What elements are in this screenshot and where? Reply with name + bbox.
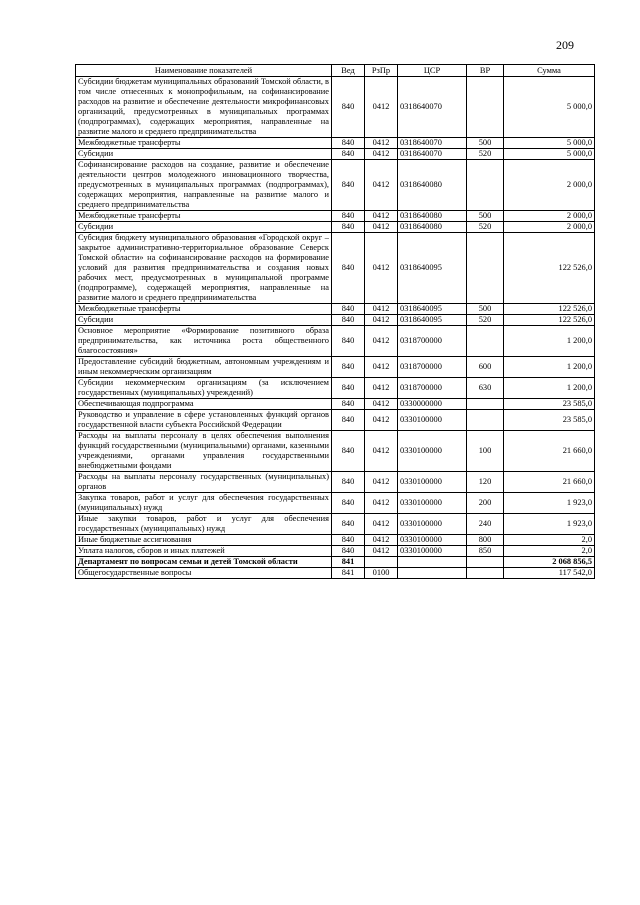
cell-rzpr: 0412 (365, 211, 398, 222)
cell-vr: 240 (467, 514, 504, 535)
cell-csr (398, 557, 467, 568)
table-row (76, 410, 595, 431)
table-row (76, 357, 595, 378)
header-name: Наименование показателей (76, 65, 332, 77)
cell-vr (467, 326, 504, 357)
table-row (76, 535, 595, 546)
cell-rzpr: 0412 (365, 546, 398, 557)
cell-ved: 840 (332, 233, 365, 304)
cell-rzpr: 0412 (365, 431, 398, 472)
cell-ved: 840 (332, 410, 365, 431)
cell-sum: 2 000,0 (504, 160, 595, 211)
table-row (76, 138, 595, 149)
cell-sum: 122 526,0 (504, 233, 595, 304)
cell-name: Руководство и управление в сфере установленных функций органов государственной власти субъекта Российской Федерации (76, 410, 332, 431)
cell-rzpr: 0412 (365, 399, 398, 410)
cell-name: Закупка товаров, работ и услуг для обеспечения государственных (муниципальных) нужд (76, 493, 332, 514)
cell-csr: 0330100000 (398, 514, 467, 535)
table-row (76, 77, 595, 138)
cell-sum: 2 068 856,5 (504, 557, 595, 568)
cell-sum: 23 585,0 (504, 410, 595, 431)
cell-ved: 840 (332, 211, 365, 222)
cell-rzpr: 0412 (365, 326, 398, 357)
table-row (76, 557, 595, 568)
cell-sum: 1 923,0 (504, 514, 595, 535)
cell-name: Иные бюджетные ассигнования (76, 535, 332, 546)
cell-vr: 500 (467, 304, 504, 315)
cell-name: Субсидии бюджетам муниципальных образований Томской области, в том числе отнесенных к монопрофильным, на софинансирование расходов на развитие и обеспечение деятельности микрофинансовых организаций, предусмотренных в муниципальных программах (подпрограммах), содержащих мероприятия, направленные на развитие малого и среднего предпринимательства (76, 77, 332, 138)
cell-name: Субсидия бюджету муниципального образования «Городской округ – закрытое административно-территориальное образование Северск Томской области» на софинансирование расходов на формирование условий для развития предпринимательства и создания новых рабочих мест, предусмотренных в муниципальной программе (подпрограмме), содержащей мероприятия, направленные на развитие малого и среднего предпринимательства (76, 233, 332, 304)
cell-csr: 0318700000 (398, 357, 467, 378)
cell-sum: 5 000,0 (504, 149, 595, 160)
cell-name: Межбюджетные трансферты (76, 138, 332, 149)
header-ved: Вед (332, 65, 365, 77)
header-rzpr: РзПр (365, 65, 398, 77)
cell-ved: 840 (332, 160, 365, 211)
table-row (76, 514, 595, 535)
cell-ved: 840 (332, 149, 365, 160)
cell-name: Уплата налогов, сборов и иных платежей (76, 546, 332, 557)
cell-sum: 1 200,0 (504, 326, 595, 357)
cell-sum: 5 000,0 (504, 138, 595, 149)
cell-csr: 0330000000 (398, 399, 467, 410)
cell-vr (467, 233, 504, 304)
cell-sum: 122 526,0 (504, 315, 595, 326)
table-row (76, 431, 595, 472)
cell-ved: 840 (332, 222, 365, 233)
cell-sum: 1 200,0 (504, 378, 595, 399)
cell-name: Основное мероприятие «Формирование позитивного образа предпринимательства, как источника роста общественного благосостояния» (76, 326, 332, 357)
cell-csr (398, 568, 467, 579)
cell-sum: 2,0 (504, 535, 595, 546)
table-row (76, 472, 595, 493)
table-row (76, 160, 595, 211)
cell-rzpr: 0412 (365, 410, 398, 431)
cell-name: Департамент по вопросам семьи и детей Томской области (76, 557, 332, 568)
cell-rzpr: 0412 (365, 357, 398, 378)
cell-rzpr: 0412 (365, 77, 398, 138)
cell-vr: 500 (467, 138, 504, 149)
cell-csr: 0318640070 (398, 138, 467, 149)
cell-csr: 0318640080 (398, 160, 467, 211)
cell-rzpr: 0100 (365, 568, 398, 579)
cell-csr: 0318700000 (398, 378, 467, 399)
cell-vr: 500 (467, 211, 504, 222)
cell-name: Субсидии некоммерческим организациям (за исключением государственных (муниципальных) учреждений) (76, 378, 332, 399)
cell-csr: 0318640070 (398, 77, 467, 138)
cell-sum: 21 660,0 (504, 431, 595, 472)
table-row (76, 493, 595, 514)
cell-vr: 200 (467, 493, 504, 514)
cell-vr: 100 (467, 431, 504, 472)
cell-sum: 23 585,0 (504, 399, 595, 410)
cell-name: Межбюджетные трансферты (76, 211, 332, 222)
cell-name: Субсидии (76, 222, 332, 233)
cell-sum: 2 000,0 (504, 222, 595, 233)
cell-rzpr: 0412 (365, 222, 398, 233)
cell-vr (467, 557, 504, 568)
cell-rzpr: 0412 (365, 378, 398, 399)
cell-rzpr: 0412 (365, 535, 398, 546)
cell-csr: 0330100000 (398, 410, 467, 431)
page-number: 209 (556, 38, 574, 52)
header-csr: ЦСР (398, 65, 467, 77)
cell-csr: 0330100000 (398, 546, 467, 557)
cell-name: Субсидии (76, 315, 332, 326)
cell-csr: 0318640095 (398, 233, 467, 304)
cell-csr: 0318640080 (398, 222, 467, 233)
cell-ved: 840 (332, 546, 365, 557)
table-row (76, 222, 595, 233)
cell-ved: 841 (332, 557, 365, 568)
cell-ved: 840 (332, 304, 365, 315)
cell-ved: 840 (332, 326, 365, 357)
cell-name: Межбюджетные трансферты (76, 304, 332, 315)
cell-sum: 21 660,0 (504, 472, 595, 493)
budget-table (75, 64, 595, 579)
table-row (76, 399, 595, 410)
cell-ved: 840 (332, 472, 365, 493)
header-vr: ВР (467, 65, 504, 77)
cell-csr: 0318640080 (398, 211, 467, 222)
cell-sum: 1 200,0 (504, 357, 595, 378)
table-row (76, 315, 595, 326)
cell-vr: 800 (467, 535, 504, 546)
cell-vr: 520 (467, 222, 504, 233)
cell-vr (467, 399, 504, 410)
cell-rzpr (365, 557, 398, 568)
cell-sum: 1 923,0 (504, 493, 595, 514)
table-row (76, 568, 595, 579)
cell-ved: 840 (332, 514, 365, 535)
cell-ved: 840 (332, 535, 365, 546)
cell-rzpr: 0412 (365, 160, 398, 211)
cell-name: Общегосударственные вопросы (76, 568, 332, 579)
cell-vr (467, 160, 504, 211)
cell-name: Расходы на выплаты персоналу в целях обеспечения выполнения функций государственными (муниципальными) органами, казенными учреждениями, органами управления государственными внебюджетными фондами (76, 431, 332, 472)
cell-csr: 0330100000 (398, 535, 467, 546)
table-row (76, 233, 595, 304)
cell-name: Расходы на выплаты персоналу государственных (муниципальных) органов (76, 472, 332, 493)
cell-csr: 0318640095 (398, 315, 467, 326)
cell-csr: 0318700000 (398, 326, 467, 357)
cell-name: Предоставление субсидий бюджетным, автономным учреждениям и иным некоммерческим организациям (76, 357, 332, 378)
cell-vr: 600 (467, 357, 504, 378)
cell-sum: 5 000,0 (504, 77, 595, 138)
cell-vr: 520 (467, 315, 504, 326)
cell-rzpr: 0412 (365, 304, 398, 315)
table-header-row (76, 65, 595, 77)
cell-ved: 840 (332, 138, 365, 149)
table-row (76, 211, 595, 222)
cell-ved: 841 (332, 568, 365, 579)
cell-ved: 840 (332, 315, 365, 326)
cell-vr: 850 (467, 546, 504, 557)
cell-csr: 0330100000 (398, 493, 467, 514)
cell-name: Иные закупки товаров, работ и услуг для обеспечения государственных (муниципальных) нужд (76, 514, 332, 535)
cell-ved: 840 (332, 378, 365, 399)
cell-vr (467, 410, 504, 431)
table-row (76, 149, 595, 160)
table-row (76, 378, 595, 399)
cell-vr: 630 (467, 378, 504, 399)
cell-name: Обеспечивающая подпрограмма (76, 399, 332, 410)
cell-ved: 840 (332, 357, 365, 378)
table-row (76, 304, 595, 315)
cell-csr: 0330100000 (398, 472, 467, 493)
cell-ved: 840 (332, 77, 365, 138)
cell-vr: 120 (467, 472, 504, 493)
cell-rzpr: 0412 (365, 472, 398, 493)
cell-rzpr: 0412 (365, 138, 398, 149)
cell-rzpr: 0412 (365, 233, 398, 304)
cell-csr: 0330100000 (398, 431, 467, 472)
cell-name: Субсидии (76, 149, 332, 160)
cell-ved: 840 (332, 493, 365, 514)
cell-csr: 0318640095 (398, 304, 467, 315)
cell-sum: 122 526,0 (504, 304, 595, 315)
cell-csr: 0318640070 (398, 149, 467, 160)
cell-ved: 840 (332, 399, 365, 410)
cell-rzpr: 0412 (365, 149, 398, 160)
cell-sum: 2,0 (504, 546, 595, 557)
cell-sum: 117 542,0 (504, 568, 595, 579)
cell-rzpr: 0412 (365, 493, 398, 514)
cell-rzpr: 0412 (365, 514, 398, 535)
cell-name: Софинансирование расходов на создание, развитие и обеспечение деятельности центров молодежного инновационного творчества, предусмотренных в муниципальных программах (подпрограммах), содержащих мероприятия, направленные на развитие малого и среднего предпринимательства (76, 160, 332, 211)
header-sum: Сумма (504, 65, 595, 77)
table-body (76, 77, 595, 579)
cell-sum: 2 000,0 (504, 211, 595, 222)
cell-vr (467, 77, 504, 138)
table-row (76, 326, 595, 357)
cell-rzpr: 0412 (365, 315, 398, 326)
cell-vr (467, 568, 504, 579)
cell-ved: 840 (332, 431, 365, 472)
cell-vr: 520 (467, 149, 504, 160)
table-row (76, 546, 595, 557)
